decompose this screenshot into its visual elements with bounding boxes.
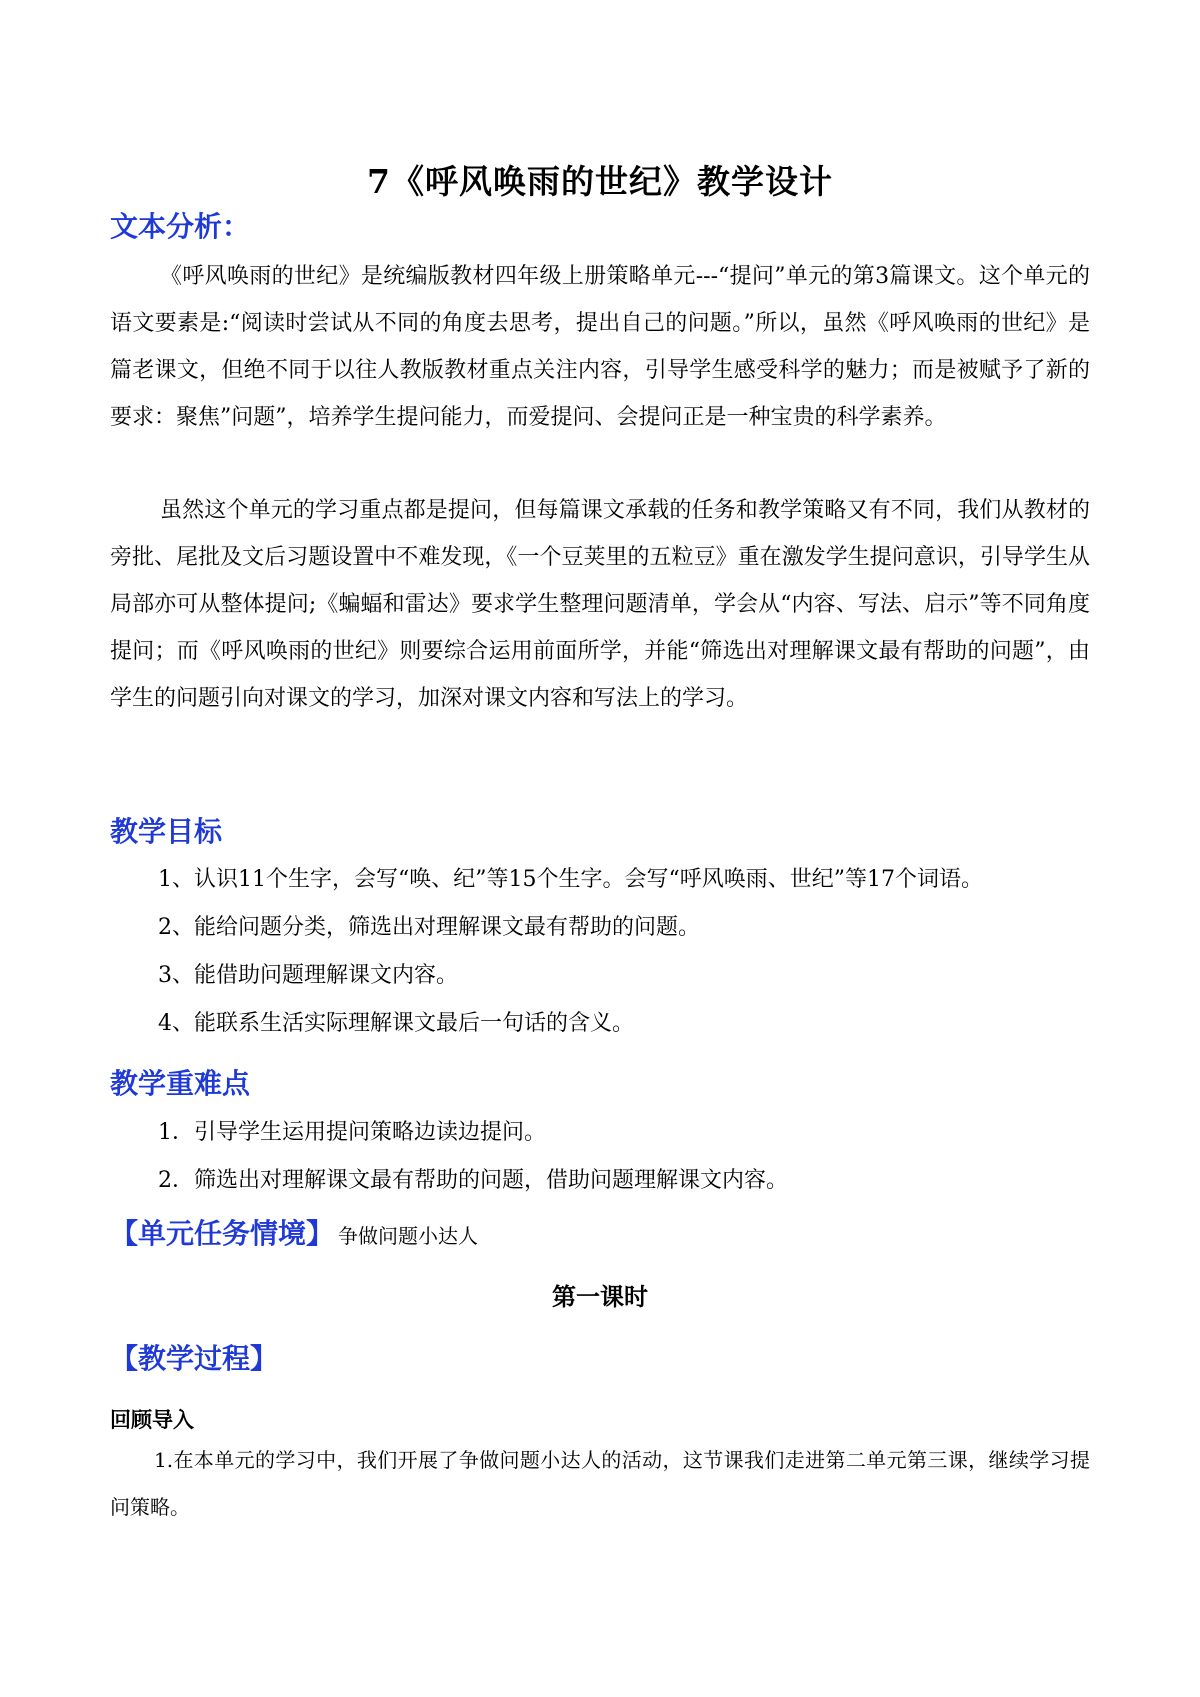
document-title: 7《呼风唤雨的世纪》教学设计 — [367, 162, 833, 201]
unit-task-text: 争做问题小达人 — [338, 1224, 479, 1248]
objectives-heading: 教学目标 — [110, 815, 223, 848]
objective-item-3: 3、能借助问题理解课文内容。 — [158, 963, 458, 988]
objective-item-2: 2、能给问题分类，筛选出对理解课文最有帮助的问题。 — [158, 915, 700, 940]
objective-item-1: 1、认识11个生字，会写“唤、纪”等15个生字。会写“呼风唤雨、世纪”等17个词语。 — [158, 867, 983, 892]
unit-task-line — [110, 1212, 478, 1252]
text-analysis-paragraph-2: 虽然这个单元的学习重点都是提问，但每篇课文承载的任务和教学策略又有不同，我们从教材的旁批、尾批及文后习题设置中不难发现，《一个豆荚里的五粒豆》重在激发学生提问意识，引导学生从局部亦可从整体提问;《蝙蝠和雷达》要求学生整理问题清单，学会从“内容、写法、启示”等不同角度提问；而《呼风唤雨的世纪》则要综合运用前面所学，并能“筛选出对理解课文最有帮助的问题”，由学生的问题引向对课文的学习，加深对课文内容和写法上的学习。 — [110, 498, 1090, 711]
key-point-item-2: 2．筛选出对理解课文最有帮助的问题，借助问题理解课文内容。 — [158, 1168, 788, 1193]
unit-task-heading: 【单元任务情境】 — [110, 1217, 335, 1250]
key-point-item-1: 1．引导学生运用提问策略边读边提问。 — [158, 1120, 546, 1145]
key-points-heading: 教学重难点 — [110, 1067, 251, 1100]
objective-item-4: 4、能联系生活实际理解课文最后一句话的含义。 — [158, 1011, 634, 1036]
text-analysis-heading: 文本分析： — [110, 210, 251, 243]
review-paragraph: 1.在本单元的学习中，我们开展了争做问题小达人的活动，这节课我们走进第二单元第三课，继续学习提问策略。 — [110, 1448, 1090, 1519]
review-heading: 回顾导入 — [110, 1408, 194, 1432]
lesson-title: 第一课时 — [552, 1282, 648, 1311]
process-heading: 【教学过程】 — [110, 1342, 279, 1375]
text-analysis-paragraph-1: 《呼风唤雨的世纪》是统编版教材四年级上册策略单元---“提问”单元的第3篇课文。这个单元的语文要素是:“阅读时尝试从不同的角度去思考，提出自己的问题。”所以，虽然《呼风唤雨的世纪》是篇老课文，但绝不同于以往人教版教材重点关注内容，引导学生感受科学的魅力；而是被赋予了新的要求：聚焦”问题”，培养学生提问能力，而爱提问、会提问正是一种宝贵的科学素养。 — [110, 264, 1090, 430]
